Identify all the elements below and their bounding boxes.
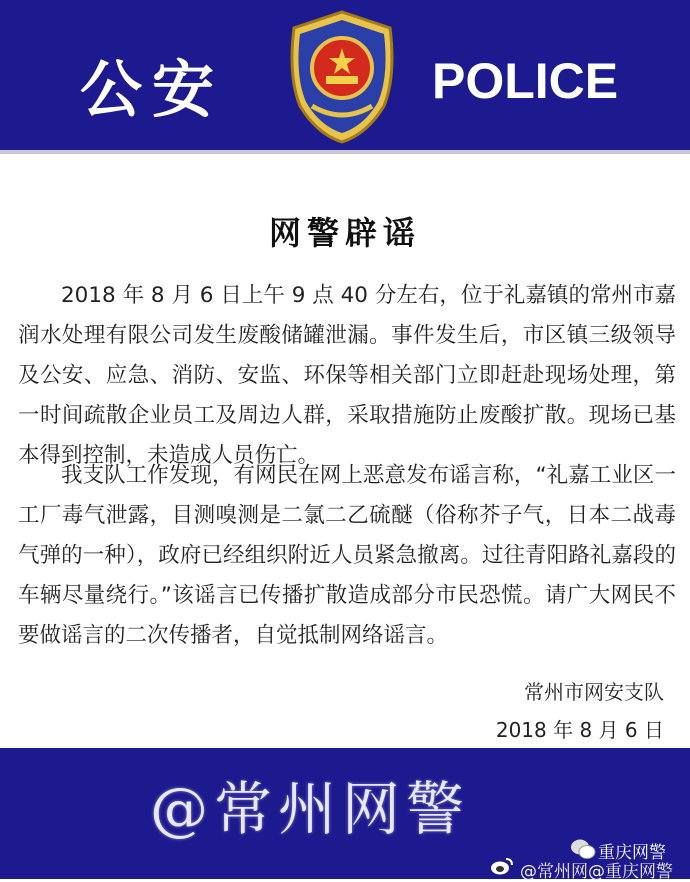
header-divider	[0, 150, 690, 154]
header-title-en: POLICE	[432, 53, 619, 109]
notice-paragraph: 我支队工作发现，有网民在网上恶意发布谣言称，“礼嘉工业区一工厂毒气泄露，目测嗅测是二氯二乙硫醚（俗称芥子气，日本二战毒气弹的一种），政府已经组织附近人员紧急撤离。过往青阳路礼嘉段的车辆尽量绕行。”该谣言已传播扩散造成部分市民恐慌。请广大网民不要做谣言的二次传播者，自觉抵制网络谣言。	[18, 463, 676, 648]
weibo-icon	[490, 856, 514, 876]
notice-title: 网警辟谣	[268, 214, 421, 252]
signature: 常州市网安支队	[524, 680, 664, 704]
police-badge-icon	[272, 6, 412, 146]
notice-paragraph: 2018 年 8 月 6 日上午 9 点 40 分左右，位于礼嘉镇的常州市嘉润水处理有限公司发生废酸储罐泄漏。事件发生后，市区镇三级领导及公安、应急、消防、安监、环保等相关部门立即赶赴现场处理，第一时间疏散企业员工及周边人群，采取措施防止废酸扩散。现场已基本得到控制，未造成人员伤亡。	[18, 283, 676, 468]
header-title-cn: 公安	[80, 53, 225, 126]
watermark-wechat: 重庆网警	[598, 843, 666, 863]
notice-date: 2018 年 8 月 6 日	[495, 718, 664, 742]
watermark-weibo: @常州网@重庆网警	[520, 862, 673, 882]
footer-account: @常州网警	[150, 775, 471, 843]
